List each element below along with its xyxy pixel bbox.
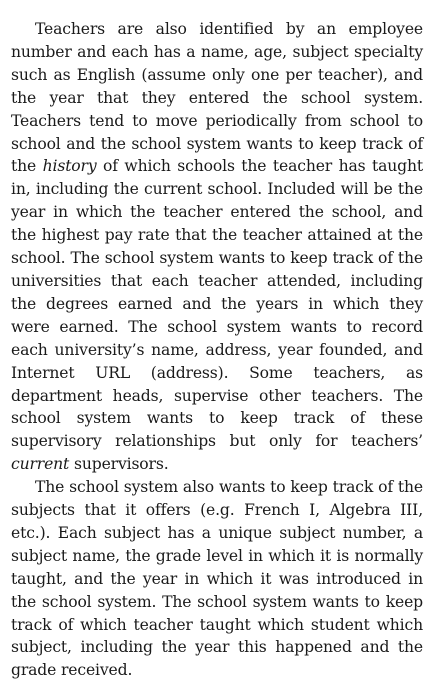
- text-segment: Teachers are also identified by an employee number and each has a name, age, subject specialty such as English (assume only one per teacher), and the year that they entered the school system. Teachers tend to move periodically from school to school and the school system wants to keep track of the: [11, 20, 423, 176]
- paragraph-subjects: [11, 476, 423, 682]
- text-segment: The school system also wants to keep track of the subjects that it offers (e.g. French I, Algebra III, etc.). Each subject has a unique subject number, a subject name, the grade level in which it is normally taught, and the year in which it was introduced in the school system. The school system wants to keep track of which teacher taught which student which subject, including the year this happened and the grade received.: [11, 478, 423, 680]
- italic-term-current: current: [11, 455, 70, 474]
- italic-term-history: history: [42, 157, 97, 176]
- text-segment: of which schools the teacher has taught in, including the current school. Included will be the year in which the teacher entered the school, and the highest pay rate that the teacher attained at the school. The school system wants to keep track of the universities that each teacher attended, including the degrees earned and the years in which they were earned. The school system wants to record each university’s name, address, year founded, and Internet URL (address). Some teachers, as department heads, supervise other teachers. The school system wants to keep track of these supervisory relationships but only for teachers’: [11, 157, 423, 451]
- paragraph-teachers: [11, 18, 423, 476]
- text-segment: supervisors.: [69, 455, 169, 474]
